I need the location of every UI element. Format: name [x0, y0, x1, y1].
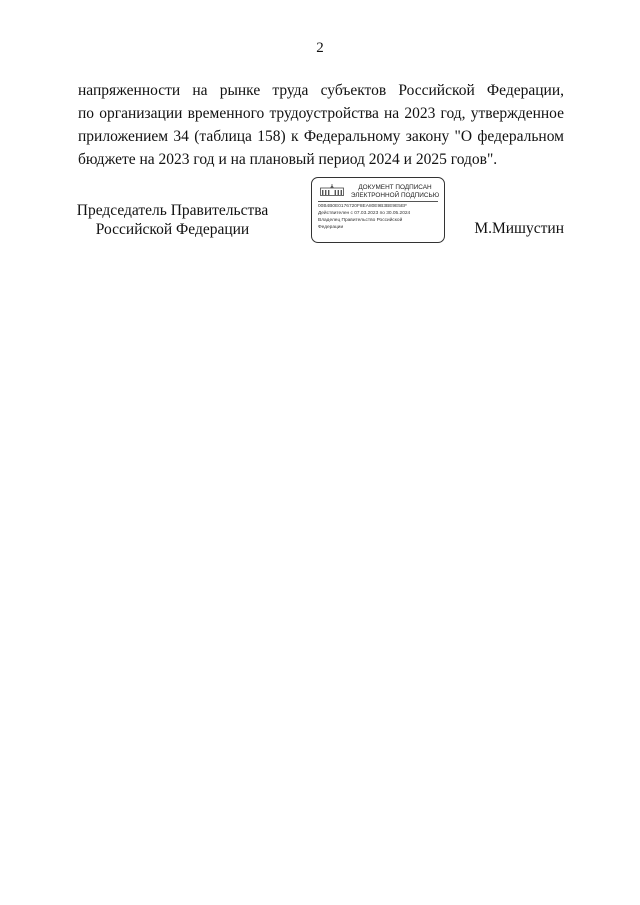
government-building-emblem-icon [320, 184, 344, 196]
stamp-title [350, 184, 440, 200]
stamp-title-line-2: ЭЛЕКТРОННОЙ ПОДПИСЬЮ [350, 192, 440, 199]
electronic-signature-stamp [311, 177, 445, 243]
signatory-position [70, 201, 275, 239]
stamp-title-line-1: ДОКУМЕНТ ПОДПИСАН [358, 184, 432, 191]
body-line-1: напряженности на рынке труда субъектов Российской Федерации, [78, 82, 564, 99]
signer-name: М.Мишустин [474, 220, 564, 237]
signatory-position-line-1: Председатель Правительства [76, 202, 269, 219]
body-line-2: по организации временного трудоустройства на 2023 год, утвержденное [78, 105, 564, 122]
stamp-owner-line-2: Федерации [318, 225, 344, 230]
stamp-certificate: 00B4B0E0176720F8EA80E9B3BE9E5EF [318, 204, 408, 209]
body-line-4: бюджете на 2023 год и на плановый период 2024 и 2025 годов". [78, 151, 498, 168]
stamp-owner-line-1: Владелец Правительство Российской [318, 218, 403, 223]
stamp-validity: Действителен с 07.03.2023 по 30.05.2024 [318, 211, 411, 216]
stamp-details [318, 203, 442, 231]
body-line-3: приложением 34 (таблица 158) к Федеральному закону "О федеральном [78, 128, 564, 145]
stamp-divider [318, 201, 438, 202]
signatory-position-line-2: Российской Федерации [95, 221, 250, 238]
page-number: 2 [316, 40, 324, 56]
body-paragraph [78, 79, 564, 171]
